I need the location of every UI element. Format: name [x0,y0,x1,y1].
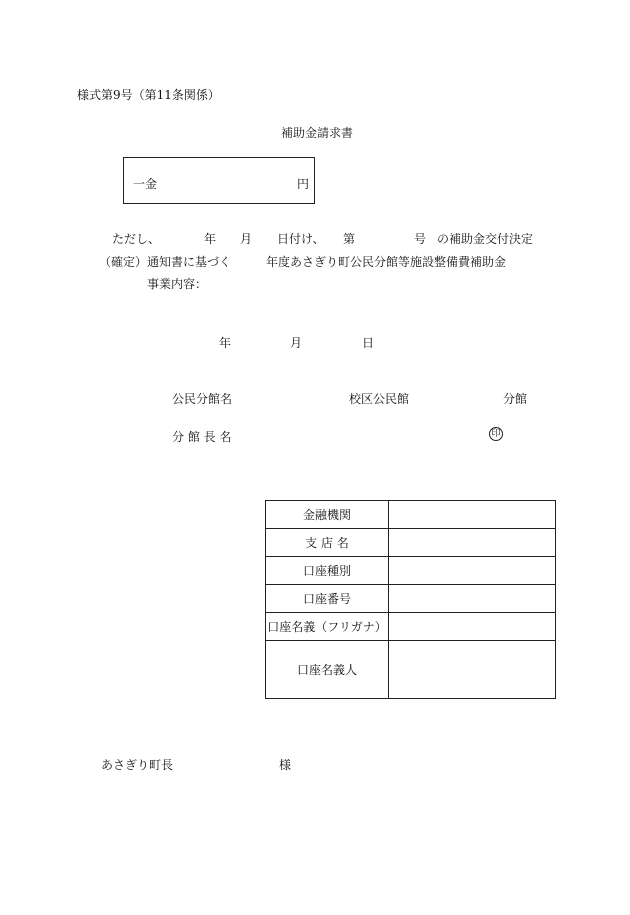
bank-name-label: 金融機関 [266,501,389,529]
branch-name-label: 公民分館名 [172,392,233,406]
account-holder-label: 口座名義人 [266,641,389,699]
seal-mark: 印 [489,427,503,441]
branch-chief-label: 分 館 長 名 [172,430,232,444]
form-number: 様式第9号（第11条関係） [77,88,220,102]
table-row [266,557,556,585]
bank-name-field[interactable] [389,501,556,529]
body-line1-dai: 第 [343,232,356,246]
body-line1-rest: の補助金交付決定 [437,232,534,246]
body-line2-start: （確定）通知書に基づく [99,255,232,269]
project-content-label: 事業内容： [147,277,208,291]
body-line1-year: 年 [204,232,217,246]
school-district-label: 校区公民館 [349,392,410,406]
account-type-label: 口座種別 [266,557,389,585]
table-row [266,641,556,699]
account-name-kana-label: 口座名義（フリガナ） [266,613,389,641]
body-line1-go: 号 [414,232,427,246]
amount-prefix: 一金 [133,177,158,191]
date-day: 日 [362,336,375,350]
table-row [266,529,556,557]
amount-box [123,157,315,204]
body-line1-date: 日付け、 [277,232,325,246]
account-holder-field[interactable] [389,641,556,699]
account-name-kana-field[interactable] [389,613,556,641]
table-row [266,501,556,529]
table-row [266,613,556,641]
table-row [266,585,556,613]
account-type-field[interactable] [389,557,556,585]
branch-office-field[interactable] [389,529,556,557]
account-number-label: 口座番号 [266,585,389,613]
branch-office-label: 支 店 名 [266,529,389,557]
recipient-name: あさぎり町長 [101,758,174,772]
date-year: 年 [219,336,232,350]
body-line1-month: 月 [240,232,253,246]
account-number-field[interactable] [389,585,556,613]
bank-account-table [265,500,556,699]
body-line2-end: 年度あさぎり町公民分館等施設整備費補助金 [266,255,507,269]
amount-unit: 円 [297,177,310,191]
date-month: 月 [290,336,303,350]
recipient-honorific: 様 [279,758,292,772]
document-title: 補助金請求書 [281,126,354,140]
body-line1-start: ただし、 [112,232,161,246]
branch-suffix: 分館 [503,392,528,406]
